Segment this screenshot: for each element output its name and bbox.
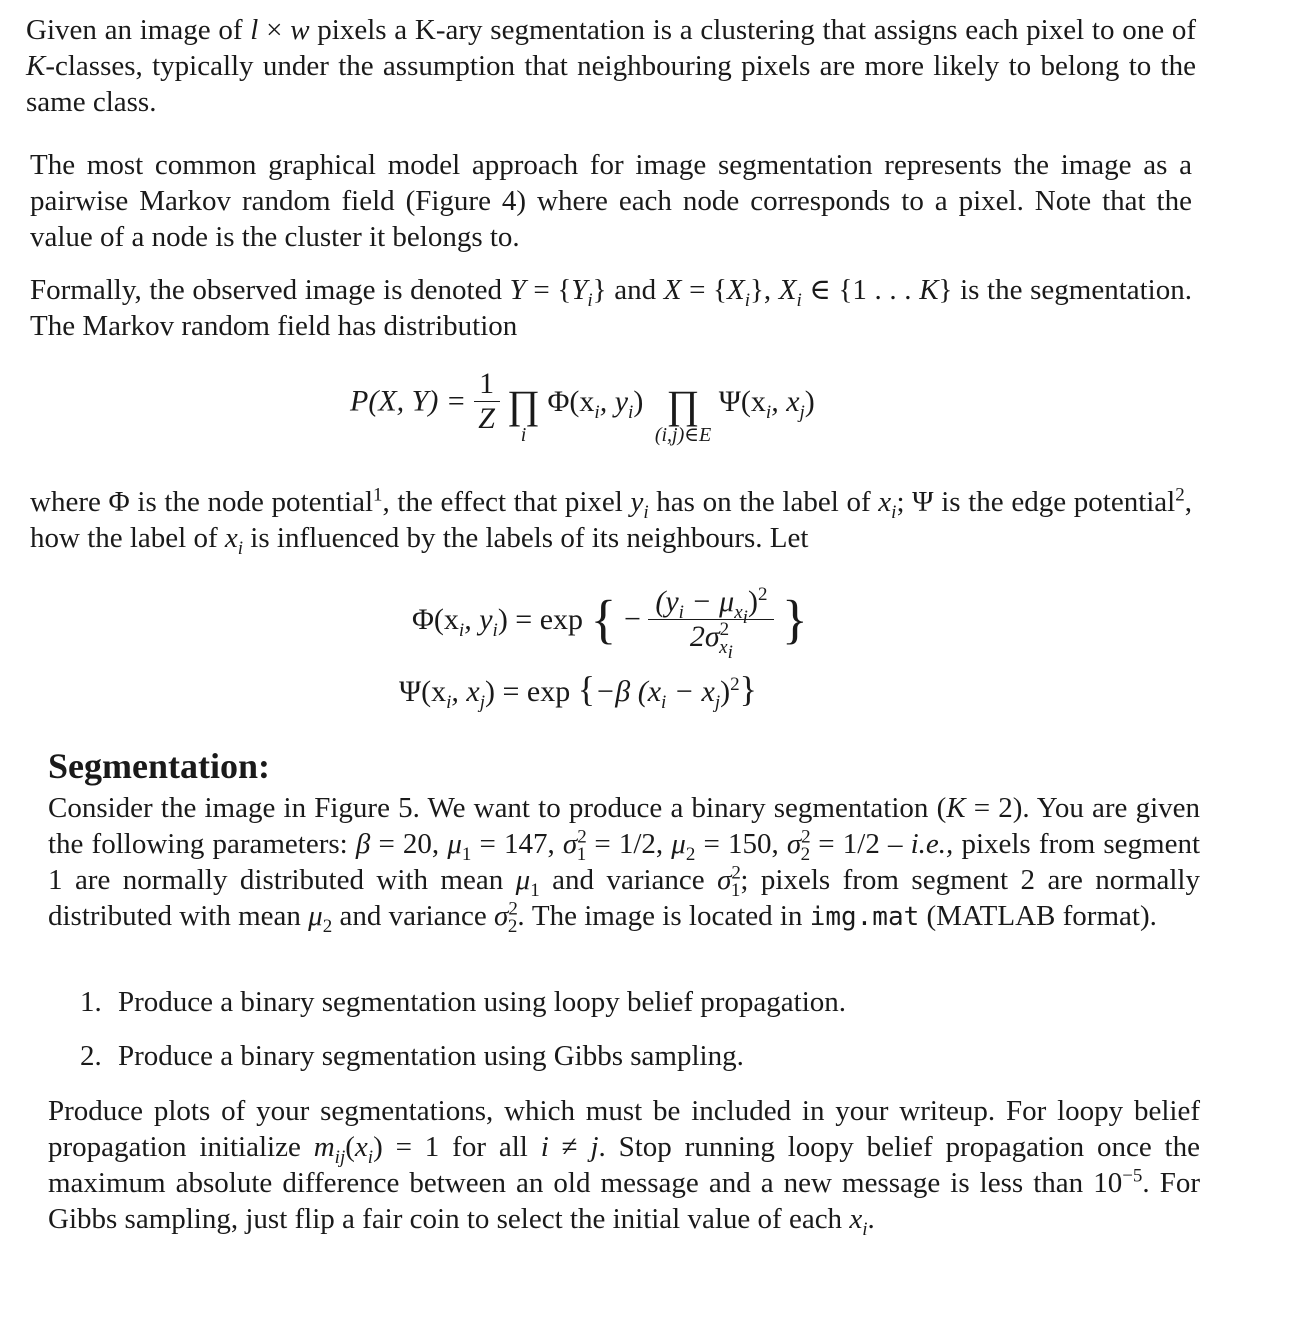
intro-paragraph-1: Given an image of l × w pixels a K-ary segmentation is a clustering that assigns each pixel to one of K-classes, typically under the assumption that neighbouring pixels are more likely to belong to the same class. (26, 14, 1196, 118)
intro-paragraph-3: Formally, the observed image is denoted $Y = \{Y_i\}$ and $X = \{X_i\}$, $X_i$ ∈ {1 . . . K} is the segmentation. The Markov random field has distribution (30, 274, 1192, 342)
intro-paragraph-2: The most common graphical model approach for image segmentation represents the image as a pairwise Markov random field (Figure 4) where each node corresponds to a pixel. Note that the value of a node is the cluster it belongs to. (30, 149, 1192, 253)
list-item: 2. Produce a binary segmentation using Gibbs sampling. (80, 1040, 744, 1072)
mrf-distribution-equation: P(X, Y) = $\frac{1}{Z}$ ∏ i $\Phi(x_i$, $y_i$) ∏ (i,j)∈E $\Psi(x_i$, $x_j$) (350, 367, 815, 446)
segmentation-paragraph: Consider the image in Figure 5. We want to produce a binary segmentation (K = 2). You are given the following parameters: β = 20, $\mu_1 = 147$, $\sigma^2_1 = 1/2$, $\mu_2 = 150$, $\sigma^2_2 = 1/2 - i.e$., pixels from segment 1 are normally distributed with mean $\mu_1$ and variance $\sigma^2_1$; pixels from segment 2 are normally distributed with mean $\mu_2$ and variance $\sigma^2_2$. The image is located in img.mat (MATLAB format). (48, 792, 1200, 937)
node-potential-equation: $\Phi(x_i$, $y_i) = \exp$ { − $\frac{(y_i - \mu_{x_i})^2}{2\sigma^2_{x_i}}$ } (412, 584, 808, 663)
potentials-paragraph: where Φ is the node potential$^1$, the effect that pixel $y_i$ has on the label of $x_i$; Ψ is the edge potential$^2$, how the label of $x_i$ is influenced by the labels of its neighbours. Let (30, 484, 1192, 559)
list-item: 1. Produce a binary segmentation using loopy belief propagation. (80, 986, 847, 1018)
instructions-paragraph: Produce plots of your segmentations, which must be included in your writeup. For loopy belief propagation initialize $m_{ij}(x_i) = 1$ for all i ≠ j. Stop running loopy belief propagation once the maximum absolute difference between an old message and a new message is less than $10^{-5}$. For Gibbs sampling, just flip a fair coin to select the initial value of each $x_i$. (48, 1095, 1201, 1240)
section-heading: Segmentation: (48, 746, 270, 786)
file-name: img.mat (809, 902, 920, 932)
edge-potential-equation: $\Psi(x_i$, $x_j) = \exp \{-\beta$ $(x_i - x_j)^2$} (399, 669, 757, 713)
